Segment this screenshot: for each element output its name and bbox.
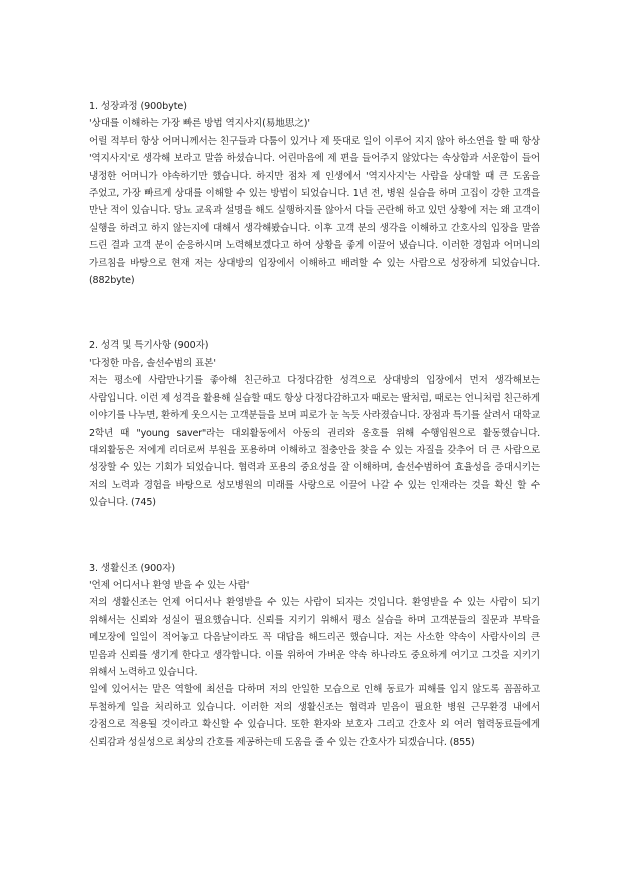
section-paragraph: 일에 있어서는 맡은 역할에 최선을 다하며 저의 안일한 모습으로 인해 동료가 피해를 입지 않도록 꼼꼼하고 투철하게 일을 처리하고 있습니다. 이러한 저의 생활신조는 협력과 믿음이 필요한 병원 근무환경 내에서 강점으로 적용될 것이라고 확신할 수 있습니다. 또한 환자와 보호자 그리고 간호사 외 여러 협력동료들에게 신뢰감과 성실성으로 최상의 간호를 제공하는데 도움을 줄 수 있는 간호사가 되겠습니다. (855)	[89, 684, 540, 748]
section-heading: 1. 성장과정 (900byte)	[89, 101, 187, 112]
section-paragraph: 어릴 적부터 항상 어머니께서는 친구들과 다툼이 있거나 제 뜻대로 일이 이루어 지지 않아 하소연을 할 때 항상 '역지사지'로 생각해 보라고 말씀 하셨습니다. 어린마음에 제 편을 들어주지 않았다는 속상함과 서운함이 들어 냉정한 어머니가 야속하기만 했습니다. 하지만 점차 제 인생에서 '역지사지'는 사람을 상대할 때 큰 도움을 주었고, 가장 빠르게 상대를 이해할 수 있는 방법이 되었습니다. 1년 전, 병원 실습을 하며 고집이 강한 고객을 만난 적이 있습니다. 당뇨 교육과 설명을 해도 실행하지를 않아서 다들 곤란해 하고 있던 상황에 저는 왜 고객이 실행을 하려고 하지 않는지에 대해서 생각해봤습니다. 이후 고객 분의 생각을 이해하고 간호사의 입장을 말씀 드린 결과 고객 분이 순응하시며 노력해보겠다고 하여 상황을 좋게 이끌어 냈습니다. 이러한 경험과 어머니의 가르침을 바탕으로 현재 저는 상대방의 입장에서 이해하고 배려할 수 있는 사람으로 성장하게 되었습니다. (882byte)	[89, 135, 540, 287]
section-subtitle: '상대를 이해하는 가장 빠른 방법 역지사지(易地思之)'	[89, 118, 310, 130]
section-paragraph: 저의 생활신조는 언제 어디서나 환영받을 수 있는 사람이 되자는 것입니다. 환영받을 수 있는 사람이 되기 위해서는 신뢰와 성실이 필요했습니다. 신뢰를 지키기 위해서 평소 실습을 하며 고객분들의 질문과 부탁을 메모장에 일일이 적어놓고 다음날이라도 꼭 대답을 해드리곤 했습니다. 저는 사소한 약속이 사람사이의 큰 믿음과 신뢰를 생기게 한다고 생각합니다. 이를 위하여 가벼운 약속 하나라도 중요하게 여기고 그것을 지키기 위해서 노력하고 있습니다.	[89, 597, 540, 678]
document-page	[89, 98, 540, 751]
section-life-motto	[89, 560, 540, 751]
section-heading: 2. 성격 및 특기사항 (900자)	[89, 340, 209, 352]
section-subtitle: '언제 어디서나 환영 받을 수 있는 사람'	[89, 579, 250, 591]
section-personality	[89, 337, 540, 511]
section-growth	[89, 98, 540, 289]
section-subtitle: '다정한 마음, 솔선수범의 표본'	[89, 357, 216, 369]
section-paragraph: 저는 평소에 사람만나기를 좋아해 친근하고 다정다감한 성격으로 상대방의 입장에서 먼저 생각해보는 사람입니다. 이런 제 성격을 활용해 실습할 때도 항상 다정다감하고자 때로는 딸처럼, 때로는 언니처럼 친근하게 이야기를 나누면, 환하게 웃으시는 고객분들을 보며 피로가 눈 녹듯 사라졌습니다. 장점과 특기를 살려서 대학교 2학년 때 "young saver"라는 대외활동에서 아동의 권리와 옹호를 위해 수행임원으로 활동했습니다. 대외활동은 저에게 리더로써 부원을 포용하며 이해하고 절충안을 찾을 수 있는 자질을 갖추어 더 큰 사람으로 성장할 수 있는 기회가 되었습니다. 협력과 포용의 중요성을 잘 이해하며, 솔선수범하여 효율성을 증대시키는 저의 노력과 경험을 바탕으로 성모병원의 미래를 사랑으로 이끌어 나갈 수 있는 인재라는 것을 확신 할 수 있습니다. (745)	[89, 375, 540, 509]
section-heading: 3. 생활신조 (900자)	[89, 562, 175, 574]
